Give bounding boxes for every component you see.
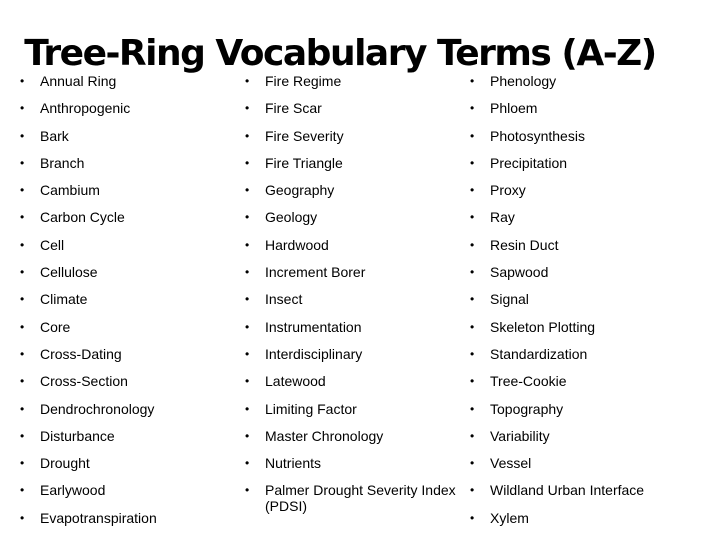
bullet-icon: • <box>20 510 25 525</box>
term-label: Hardwood <box>265 236 329 253</box>
list-item <box>18 341 238 368</box>
bullet-icon: • <box>470 183 475 198</box>
bullet-icon: • <box>245 128 250 143</box>
list-item <box>468 177 718 204</box>
term-label: Earlywood <box>40 482 106 499</box>
term-label: Carbon Cycle <box>40 209 125 226</box>
bullet-icon: • <box>245 456 250 471</box>
bullet-icon: • <box>470 456 475 471</box>
list-item <box>18 232 238 259</box>
term-label: Climate <box>40 291 88 308</box>
bullet-icon: • <box>245 483 250 498</box>
list-item <box>18 505 238 532</box>
term-label: Fire Scar <box>265 100 322 117</box>
bullet-icon: • <box>245 319 250 334</box>
bullet-icon: • <box>20 237 25 252</box>
list-item <box>243 259 475 286</box>
term-label: Nutrients <box>265 455 322 472</box>
list-item <box>468 314 718 341</box>
bullet-icon: • <box>245 401 250 416</box>
term-label: Skeleton Plotting <box>490 318 596 335</box>
bullet-icon: • <box>470 483 475 498</box>
term-label: Bark <box>40 127 69 144</box>
bullet-icon: • <box>470 237 475 252</box>
bullet-icon: • <box>20 128 25 143</box>
term-label: Core <box>40 318 71 335</box>
bullet-icon: • <box>470 292 475 307</box>
list-item <box>468 423 718 450</box>
term-label: Topography <box>490 400 564 417</box>
list-item <box>243 423 475 450</box>
term-label: Resin Duct <box>490 236 559 253</box>
list-item <box>243 286 475 313</box>
bullet-icon: • <box>245 374 250 389</box>
term-label: Cross-Section <box>40 373 128 390</box>
list-item <box>18 177 238 204</box>
list-item <box>18 286 238 313</box>
bullet-icon: • <box>245 428 250 443</box>
list-item <box>18 423 238 450</box>
bullet-icon: • <box>470 319 475 334</box>
list-item <box>243 68 475 95</box>
bullet-icon: • <box>245 237 250 252</box>
list-item <box>243 95 475 122</box>
term-label: Master Chronology <box>265 427 384 444</box>
list-item <box>243 341 475 368</box>
list-item <box>18 477 238 504</box>
term-label: Cellulose <box>40 264 98 281</box>
term-label: Instrumentation <box>265 318 362 335</box>
list-item <box>243 314 475 341</box>
term-label: Limiting Factor <box>265 400 357 417</box>
bullet-icon: • <box>470 401 475 416</box>
term-label: Disturbance <box>40 427 115 444</box>
bullet-icon: • <box>20 101 25 116</box>
list-item <box>468 368 718 395</box>
list-item <box>468 505 718 532</box>
bullet-icon: • <box>470 510 475 525</box>
list-item <box>18 68 238 95</box>
list-item <box>243 232 475 259</box>
term-label: Insect <box>265 291 303 308</box>
terms-column-2 <box>243 68 475 514</box>
terms-column-3 <box>468 68 718 532</box>
term-label: Xylem <box>490 509 529 526</box>
term-label: Precipitation <box>490 154 568 171</box>
page-title: Tree-Ring Vocabulary Terms (A-Z) <box>24 33 656 75</box>
term-label: Ray <box>490 209 515 226</box>
list-item <box>243 368 475 395</box>
bullet-icon: • <box>245 210 250 225</box>
term-label: Latewood <box>265 373 326 390</box>
term-label: Sapwood <box>490 264 549 281</box>
list-item <box>18 396 238 423</box>
bullet-icon: • <box>245 74 250 88</box>
bullet-icon: • <box>245 292 250 307</box>
term-label: Fire Regime <box>265 73 342 89</box>
list-item <box>468 123 718 150</box>
bullet-icon: • <box>20 319 25 334</box>
term-label: Increment Borer <box>265 264 366 281</box>
list-item <box>18 95 238 122</box>
term-label: Anthropogenic <box>40 100 131 117</box>
list-item <box>468 259 718 286</box>
term-label: Standardization <box>490 345 588 362</box>
term-label: Cambium <box>40 182 100 199</box>
list-item <box>468 286 718 313</box>
bullet-icon: • <box>20 374 25 389</box>
term-label: Fire Severity <box>265 127 344 144</box>
bullet-icon: • <box>20 346 25 361</box>
term-label: Palmer Drought Severity Index (PDSI) <box>265 482 456 515</box>
term-label: Annual Ring <box>40 73 117 89</box>
list-item <box>243 123 475 150</box>
term-label: Cell <box>40 236 65 253</box>
list-item <box>18 450 238 477</box>
bullet-icon: • <box>470 74 475 88</box>
list-item <box>243 396 475 423</box>
term-label: Variability <box>490 427 550 444</box>
list-item <box>243 450 475 477</box>
list-item <box>468 477 718 504</box>
list-item <box>468 68 718 95</box>
term-label: Geography <box>265 182 335 199</box>
list-item <box>468 95 718 122</box>
bullet-icon: • <box>20 428 25 443</box>
bullet-icon: • <box>20 183 25 198</box>
bullet-icon: • <box>470 210 475 225</box>
bullet-icon: • <box>20 292 25 307</box>
bullet-icon: • <box>470 155 475 170</box>
term-label: Dendrochronology <box>40 400 155 417</box>
bullet-icon: • <box>470 428 475 443</box>
term-label: Vessel <box>490 455 532 472</box>
list-item <box>468 341 718 368</box>
bullet-icon: • <box>20 456 25 471</box>
term-label: Evapotranspiration <box>40 509 157 526</box>
bullet-icon: • <box>470 346 475 361</box>
term-label: Cross-Dating <box>40 345 122 362</box>
bullet-icon: • <box>470 101 475 116</box>
term-label: Geology <box>265 209 318 226</box>
list-item <box>18 259 238 286</box>
bullet-icon: • <box>245 346 250 361</box>
list-item <box>468 450 718 477</box>
bullet-icon: • <box>20 483 25 498</box>
list-item <box>243 177 475 204</box>
list-item <box>243 204 475 231</box>
bullet-icon: • <box>470 265 475 280</box>
list-item <box>243 477 465 514</box>
bullet-icon: • <box>20 401 25 416</box>
term-label: Wildland Urban Interface <box>490 482 645 499</box>
term-label: Drought <box>40 455 90 472</box>
term-label: Signal <box>490 291 529 308</box>
list-item <box>18 368 238 395</box>
term-label: Phloem <box>490 100 538 117</box>
list-item <box>18 150 238 177</box>
list-item <box>18 314 238 341</box>
term-label: Photosynthesis <box>490 127 585 144</box>
bullet-icon: • <box>245 155 250 170</box>
bullet-icon: • <box>470 374 475 389</box>
list-item <box>468 232 718 259</box>
list-item <box>18 204 238 231</box>
list-item <box>468 204 718 231</box>
term-label: Branch <box>40 154 85 171</box>
term-label: Proxy <box>490 182 526 199</box>
bullet-icon: • <box>245 101 250 116</box>
term-label: Fire Triangle <box>265 154 343 171</box>
term-label: Interdisciplinary <box>265 345 363 362</box>
terms-column-1 <box>18 68 238 532</box>
term-label: Phenology <box>490 73 557 89</box>
bullet-icon: • <box>245 183 250 198</box>
bullet-icon: • <box>470 128 475 143</box>
bullet-icon: • <box>20 74 25 88</box>
bullet-icon: • <box>20 265 25 280</box>
list-item <box>18 123 238 150</box>
bullet-icon: • <box>20 210 25 225</box>
list-item <box>468 396 718 423</box>
term-label: Tree-Cookie <box>490 373 567 390</box>
bullet-icon: • <box>20 155 25 170</box>
list-item <box>468 150 718 177</box>
bullet-icon: • <box>245 265 250 280</box>
list-item <box>243 150 475 177</box>
